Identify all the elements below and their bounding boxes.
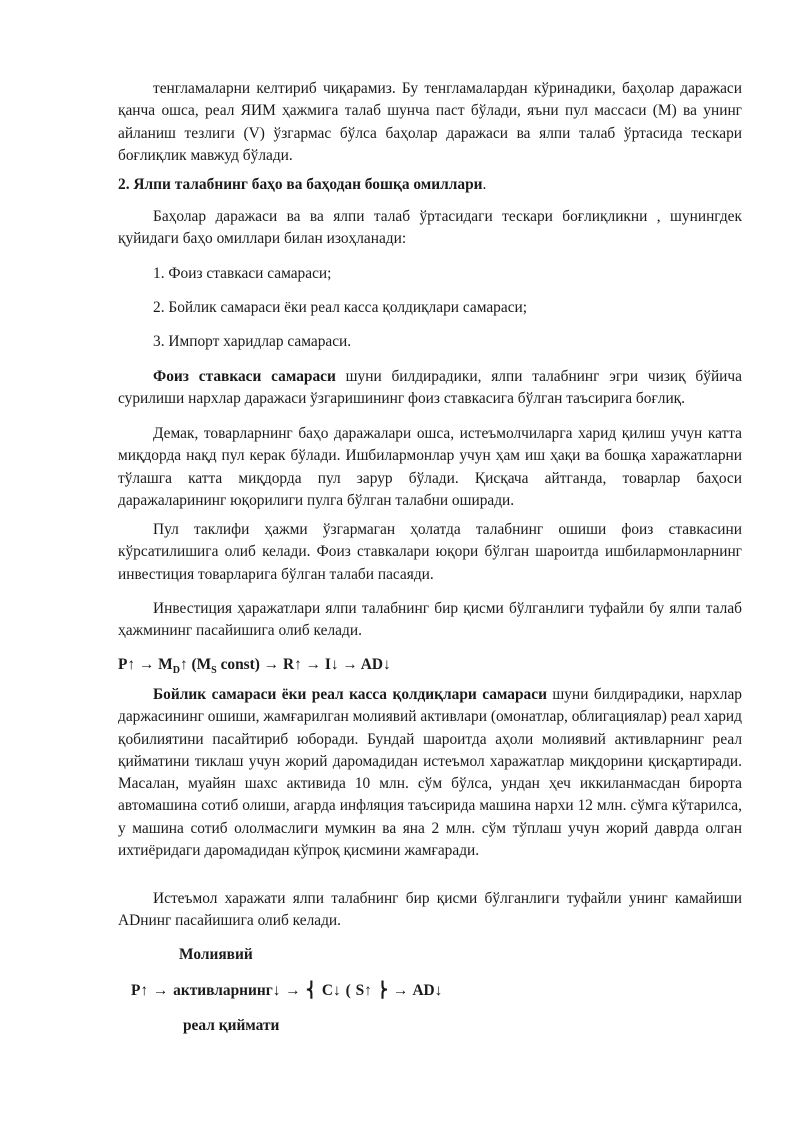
formula1-part3: const) → R↑ → I↓ → AD↓ [216, 656, 391, 673]
paragraph-price-factors: Баҳолар даражаси ва ва ялпи талаб ўртасидаги тескари боғлиқликни , шунингдек қуйидаги баҳо омиллари билан изоҳланади: [118, 208, 742, 248]
section-heading [118, 174, 486, 196]
formula2-bottom-label: реал қиймати [183, 1017, 280, 1034]
paragraph-consumption: Истеъмол харажати ялпи талабнинг бир қисми бўлганлиги туфайли унинг камайиши ADнинг пасайишига олиб келади. [118, 890, 742, 930]
formula2-top-label: Молиявий [179, 946, 253, 963]
paragraph-money-supply: Пул таклифи ҳажми ўзгармаган ҳолатда талабнинг ошиши фоиз ставкасини кўрсатилишига олиб келади. Фоиз ставкалари юқори бўлган шароитда ишбилармонларнинг инвестиция товарларига бўлган талаби пасаяди. [118, 521, 742, 583]
list-item-2: 2. Бойлик самараси ёки реал касса қолдиқлари самараси; [153, 299, 528, 316]
section-heading-dot: . [482, 176, 487, 193]
formula-interest-chain [118, 654, 391, 676]
formula1-part2: ↑ (M [179, 656, 212, 673]
list-item-3: 3. Импорт харидлар самараси. [153, 333, 352, 350]
formula1-sub-s: S [211, 665, 217, 677]
paragraph-interest-effect [118, 366, 742, 411]
formula-wealth-chain: P↑ → активларнинг↓ → ⎨ C↓ ( S↑ ⎬ → AD↓ [131, 982, 443, 999]
wealth-effect-text: шуни билдирадики, нархлар даржасининг ошиши, жамғарилган молиявий активлари (омонатлар, облигациялар) реал харид қобилиятини пасайтириб юборади. Бундай шароитда аҳоли молиявий активларнинг реал қийматини тиклаш учун жорий даромадидан истеъмол харажатлар миқдорини қисқартиради. Масалан, муайян шахс активида 10 млн. сўм бўлса, ундан ҳеч иккиланмасдан бирорта автомашина сотиб олиши, агарда инфляция таъсирида машина нархи 12 млн. сўмга кўтарилса, у машина сотиб ололмаслиги мумкин ва яна 2 млн. сўм тўплаш учун жорий даврда олган ихтиёридаги даромадидан кўпроқ қисмини жамғаради. [118, 686, 742, 860]
paragraph-investment: Инвестиция ҳаражатлари ялпи талабнинг бир қисми бўлганлиги туфайли бу ялпи талаб ҳажмининг пасайишига олиб келади. [118, 600, 742, 640]
interest-effect-term: Фоиз ставкаси самараси [153, 368, 336, 385]
paragraph-money-demand: Демак, товарларнинг баҳо даражалари ошса, истеъмолчиларга харид қилиш учун катта миқдорда нақд пул керак бўлади. Ишбилармонлар учун ҳам иш ҳақи ва бошқа харажатларни тўлашга катта миқдорда пул зарур бўлади. Қисқача айтганда, товарлар баҳоси даражаларининг юқорилиги пулга бўлган талабни оширади. [118, 425, 742, 509]
interest-effect-text: шуни билдирадики, ялпи талабнинг эгри чизиқ бўйича сурилиши нархлар даражаси ўзгаришининг фоиз ставкасига бўлган таъсирига боғлиқ. [118, 368, 742, 408]
paragraph-intro: тенгламаларни келтириб чиқарамиз. Бу тенгламалардан кўринадики, баҳолар даражаси қанча ошса, реал ЯИМ ҳажмига талаб шунча паст бўлади, яъни пул массаси (М) ва унинг айланиш тезлиги (V) ўзгармас бўлса баҳолар даражаси ва ялпи талаб ўртасида тескари боғлиқлик мавжуд бўлади. [118, 80, 742, 164]
formula1-part1: P↑ → M [118, 656, 173, 673]
section-heading-text: 2. Ялпи талабнинг баҳо ва баҳодан бошқа омиллари [118, 176, 483, 193]
wealth-effect-term: Бойлик самараси ёки реал касса қолдиқлари самараси [153, 686, 547, 703]
list-item-1: 1. Фоиз ставкаси самараси; [153, 265, 332, 282]
formula1-sub-d: D [172, 665, 180, 677]
paragraph-wealth-effect [118, 684, 742, 862]
